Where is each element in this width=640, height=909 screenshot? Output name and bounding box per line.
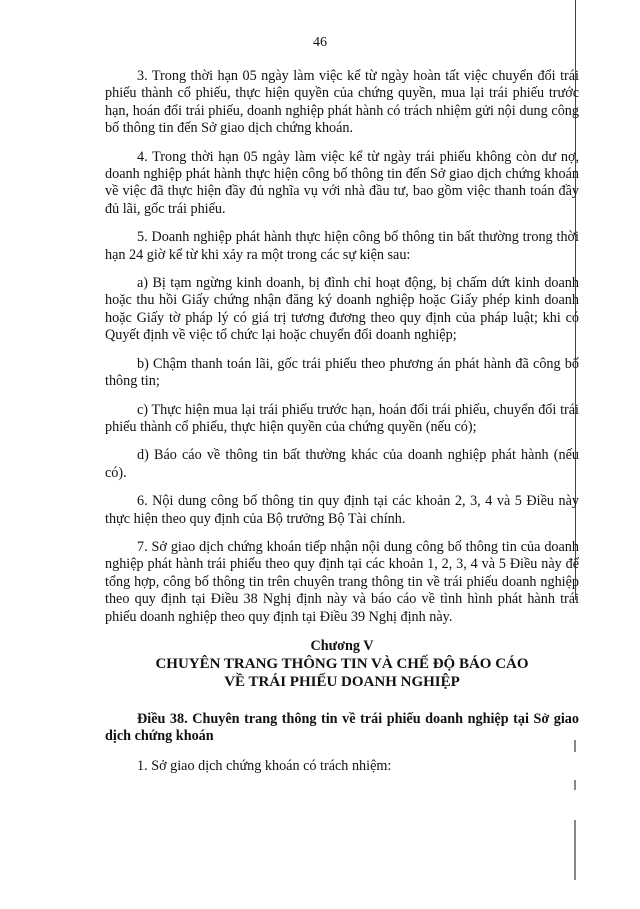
paragraph-clause-5: 5. Doanh nghiệp phát hành thực hiện công bố thông tin bất thường trong thời hạn 24 giờ kể từ khi xảy ra một trong các sự kiện sau: [105,229,579,263]
chapter-title-line-1: CHUYÊN TRANG THÔNG TIN VÀ CHẾ ĐỘ BÁO CÁO [155,655,529,672]
scan-margin-mark [574,820,576,880]
paragraph-point-c: c) Thực hiện mua lại trái phiếu trước hạn, hoán đổi trái phiếu, chuyển đổi trái phiếu thành cổ phiếu, thực hiện quyền của chứng quyền (nếu có); [105,401,579,435]
paragraph-point-b: b) Chậm thanh toán lãi, gốc trái phiếu theo phương án phát hành đã công bố thông tin; [105,355,579,390]
page-number: 46 [313,35,327,50]
article-heading: Điều 38. Chuyên trang thông tin về trái phiếu doanh nghiệp tại Sở giao dịch chứng khoán [105,710,579,745]
paragraph-point-a: a) Bị tạm ngừng kinh doanh, bị đình chỉ hoạt động, bị chấm dứt kinh doanh hoặc thu hồi Giấy chứng nhận đăng ký doanh nghiệp hoặc Giấy phép kinh doanh hoặc Giấy tờ pháp lý có giá trị tương đương theo quy định của pháp luật; khi có Quyết định về việc tổ chức lại hoặc chuyển đổi doanh nghiệp; [105,275,579,344]
paragraph-clause-3: 3. Trong thời hạn 05 ngày làm việc kể từ ngày hoàn tất việc chuyển đổi trái phiếu thành cổ phiếu, thực hiện quyền của chứng quyền, mua lại trái phiếu trước hạn, hoán đổi trái phiếu, doanh nghiệp phát hành có trách nhiệm gửi nội dung công bố thông tin đến Sở giao dịch chứng khoán. [105,68,579,137]
document-body [105,68,579,786]
chapter-label: Chương V [310,637,374,654]
paragraph-clause-4: 4. Trong thời hạn 05 ngày làm việc kể từ ngày trái phiếu không còn dư nợ, doanh nghiệp phát hành thực hiện công bố thông tin đến Sở giao dịch chứng khoán về việc đã thực hiện đầy đủ nghĩa vụ với nhà đầu tư, bao gồm việc thanh toán đầy đủ lãi, gốc trái phiếu. [105,148,579,217]
chapter-title-line-2: VỀ TRÁI PHIẾU DOANH NGHIỆP [224,673,460,690]
paragraph-clause-6: 6. Nội dung công bố thông tin quy định tại các khoản 2, 3, 4 và 5 Điều này thực hiện theo quy định của Bộ trưởng Bộ Tài chính. [105,493,579,527]
paragraph-point-d: d) Báo cáo về thông tin bất thường khác của doanh nghiệp phát hành (nếu có). [105,447,579,481]
paragraph-clause-7: 7. Sở giao dịch chứng khoán tiếp nhận nội dung công bố thông tin của doanh nghiệp phát hành trái phiếu theo quy định tại các khoản 1, 2, 3, 4 và 5 Điều này để tổng hợp, công bố thông tin trên chuyên trang thông tin về trái phiếu doanh nghiệp theo quy định tại Điều 38 Nghị định này và báo cáo về tình hình phát hành trái phiếu doanh nghiệp theo quy định tại Điều 39 Nghị định này. [105,538,579,625]
article-paragraph-1: 1. Sở giao dịch chứng khoán có trách nhiệm: [137,757,392,774]
chapter-title [105,655,579,691]
